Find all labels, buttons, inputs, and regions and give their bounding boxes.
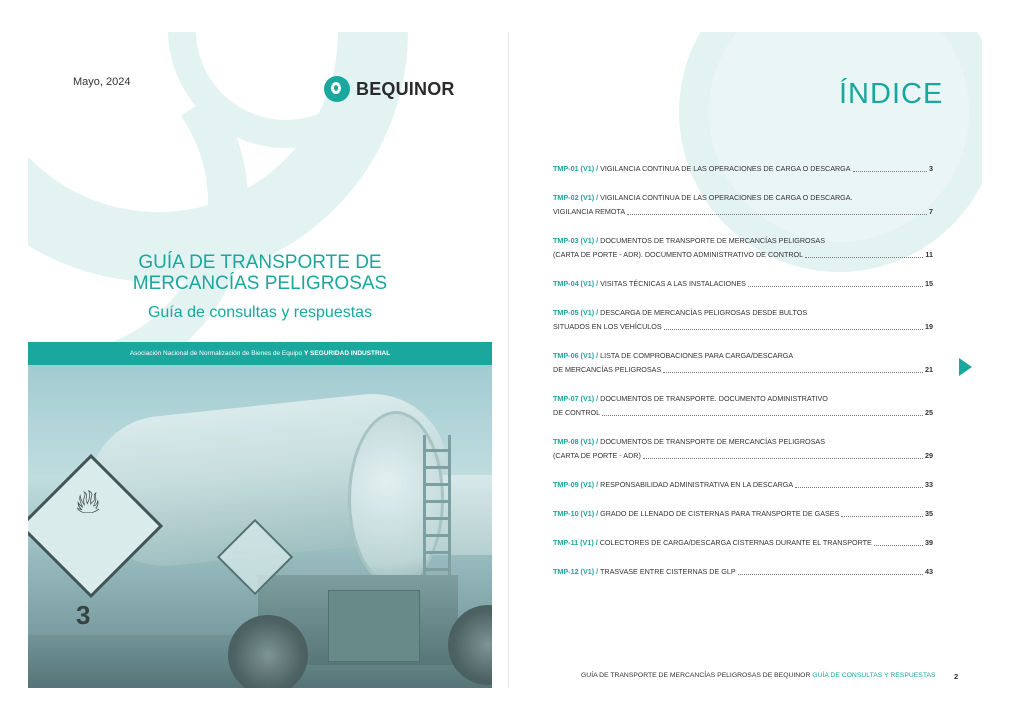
toc-entry-text: [553, 306, 807, 320]
toc-entry-line: [553, 205, 933, 219]
toc-entry-line: [553, 507, 933, 521]
toc-entry-line: [553, 435, 933, 449]
index-page: [508, 32, 982, 688]
toc-entry-code: TMP-03 (V1) /: [553, 236, 599, 245]
toc-entry-line: [553, 536, 933, 550]
toc-leader-dots: [795, 486, 923, 488]
toc-entry-title: VIGILANCIA REMOTA: [553, 207, 626, 216]
toc-entry-text: [553, 406, 600, 420]
toc-entry-code: TMP-12 (V1) /: [553, 567, 599, 576]
toc-entry-line: [553, 349, 933, 363]
toc-page-number: 43: [925, 567, 933, 576]
toc-entry-title: LISTA DE COMPROBACIONES PARA CARGA/DESCARGA: [600, 351, 794, 360]
toc-entry[interactable]: [553, 507, 933, 521]
toc-entry-code: TMP-10 (V1) /: [553, 509, 599, 518]
next-page-arrow-icon[interactable]: [959, 358, 972, 376]
hazard-class-number: 3: [76, 600, 91, 630]
footer-title: GUÍA DE TRANSPORTE DE MERCANCÍAS PELIGROSAS DE BEQUINOR: [581, 672, 811, 679]
toc-entry-text: [553, 320, 662, 334]
toc-entry-text: [553, 363, 661, 377]
toc-page-number: 25: [925, 408, 933, 417]
toc-entry-title: VIGILANCIA CONTINUA DE LAS OPERACIONES DE CARGA O DESCARGA: [600, 164, 851, 173]
toc-entry-text: [553, 449, 641, 463]
toc-entry-title: DOCUMENTOS DE TRANSPORTE DE MERCANCÍAS PELIGROSAS: [600, 437, 825, 446]
bequinor-logo: [324, 76, 455, 102]
toc-entry-code: TMP-06 (V1) /: [553, 351, 599, 360]
toc-entry[interactable]: [553, 277, 933, 291]
toc-page-number: 7: [929, 207, 933, 216]
toc-entry-title: TRASVASE ENTRE CISTERNAS DE GLP: [600, 567, 736, 576]
flame-icon: 🔥︎: [75, 483, 101, 521]
toc-entry[interactable]: [553, 536, 933, 550]
toc-entry-text: [553, 392, 828, 406]
toc-entry-text: [553, 248, 803, 262]
toc-leader-dots: [602, 414, 923, 416]
toc-entry-code: TMP-07 (V1) /: [553, 394, 599, 403]
toc-leader-dots: [805, 256, 923, 258]
toc-entry[interactable]: [553, 306, 933, 334]
toc-page-number: 21: [925, 365, 933, 374]
toc-leader-dots: [748, 285, 923, 287]
toc-entry-text: [553, 191, 853, 205]
cover-page: [28, 32, 492, 688]
tanker-photo: [28, 365, 492, 688]
toc-entry-line: [553, 320, 933, 334]
toc-entry-line: [553, 248, 933, 262]
toc-entry-code: TMP-02 (V1) /: [553, 193, 599, 202]
toc-entry-title: SITUADOS EN LOS VEHÍCULOS: [553, 322, 662, 331]
toc-entry-text: [553, 478, 793, 492]
toc-page-number: 39: [925, 538, 933, 547]
toc-entry-title: COLECTORES DE CARGA/DESCARGA CISTERNAS DURANTE EL TRANSPORTE: [599, 538, 872, 547]
band-bold-text: Y SEGURIDAD INDUSTRIAL: [303, 350, 391, 357]
toc-entry-code: TMP-11 (V1) /: [553, 538, 598, 547]
toc-entry-code: TMP-09 (V1) /: [553, 480, 599, 489]
toc-entry-title: DESCARGA DE MERCANCÍAS PELIGROSAS DESDE BULTOS: [600, 308, 808, 317]
toc-page-number: 3: [929, 164, 933, 173]
toc-entry-title: VIGILANCIA CONTINUA DE LAS OPERACIONES DE CARGA O DESCARGA.: [600, 193, 853, 202]
toc-entry-title: (CARTA DE PORTE - ADR). DOCUMENTO ADMINISTRATIVO DE CONTROL: [553, 250, 804, 259]
toc-entry[interactable]: [553, 349, 933, 377]
toc-entry-line: [553, 191, 933, 205]
toc-entry[interactable]: [553, 435, 933, 463]
toc-entry-text: [553, 234, 825, 248]
toc-entry-line: [553, 306, 933, 320]
band-text: Asociación Nacional de Normalización de Bienes de Equipo: [129, 350, 303, 357]
toc-entry-line: [553, 277, 933, 291]
toc-entry-code: TMP-05 (V1) /: [553, 308, 599, 317]
toc-leader-dots: [841, 515, 923, 517]
toc-entry-title: DOCUMENTOS DE TRANSPORTE DE MERCANCÍAS PELIGROSAS: [600, 236, 825, 245]
cover-title-line1: GUÍA DE TRANSPORTE DE: [138, 252, 382, 273]
toc-entry[interactable]: [553, 191, 933, 219]
page-number: 2: [954, 672, 959, 681]
bequinor-logo-icon: [324, 76, 350, 102]
toc-page-number: 33: [925, 480, 933, 489]
toc-page-number: 15: [925, 279, 933, 288]
toc-entry-text: [553, 277, 746, 291]
toc-entry-text: [553, 507, 839, 521]
toc-leader-dots: [738, 573, 923, 575]
photo-tint: [28, 365, 492, 688]
toc-entry-text: [553, 349, 793, 363]
table-of-contents: [553, 162, 933, 594]
cover-subtitle: Guía de consultas y respuestas: [147, 304, 373, 321]
toc-entry[interactable]: [553, 234, 933, 262]
toc-entry-text: [553, 205, 625, 219]
toc-entry-line: [553, 449, 933, 463]
toc-entry-line: [553, 234, 933, 248]
toc-entry-text: [553, 536, 872, 550]
toc-entry[interactable]: [553, 478, 933, 492]
toc-entry-code: TMP-08 (V1) /: [553, 437, 599, 446]
toc-entry-title: GRADO DE LLENADO DE CISTERNAS PARA TRANSPORTE DE GASES: [600, 509, 840, 518]
toc-entry-text: [553, 162, 851, 176]
toc-entry-line: [553, 406, 933, 420]
index-title: ÍNDICE: [839, 78, 944, 110]
toc-leader-dots: [627, 213, 927, 215]
toc-entry-title: DE CONTROL: [553, 408, 601, 417]
toc-entry-line: [553, 363, 933, 377]
toc-leader-dots: [874, 544, 923, 546]
toc-entry-code: TMP-01 (V1) /: [553, 164, 599, 173]
cover-title: [28, 252, 492, 294]
cover-date: Mayo, 2024: [73, 76, 131, 88]
toc-entry-title: DOCUMENTOS DE TRANSPORTE. DOCUMENTO ADMINISTRATIVO: [600, 394, 828, 403]
toc-entry-line: [553, 478, 933, 492]
cover-title-line2: MERCANCÍAS PELIGROSAS: [132, 273, 388, 294]
toc-entry[interactable]: [553, 565, 933, 579]
toc-entry[interactable]: [553, 392, 933, 420]
toc-entry-code: TMP-04 (V1) /: [553, 279, 599, 288]
toc-entry-text: [553, 565, 736, 579]
toc-page-number: 11: [925, 250, 933, 259]
toc-entry-line: [553, 565, 933, 579]
toc-page-number: 29: [925, 451, 933, 460]
toc-leader-dots: [853, 170, 927, 172]
toc-entry-title: RESPONSABILIDAD ADMINISTRATIVA EN LA DESCARGA: [600, 480, 794, 489]
toc-page-number: 19: [925, 322, 933, 331]
toc-leader-dots: [664, 328, 923, 330]
toc-entry-title: DE MERCANCÍAS PELIGROSAS: [553, 365, 662, 374]
association-band: [28, 342, 492, 365]
logo-text: BEQUINOR: [356, 78, 455, 99]
toc-entry[interactable]: [553, 162, 933, 176]
toc-entry-line: [553, 162, 933, 176]
toc-entry-title: VISITAS TÉCNICAS A LAS INSTALACIONES: [600, 279, 746, 288]
footer-accent: GUÍA DE CONSULTAS Y RESPUESTAS: [812, 672, 936, 679]
toc-leader-dots: [663, 371, 923, 373]
toc-entry-title: (CARTA DE PORTE - ADR): [553, 451, 641, 460]
toc-page-number: 35: [925, 509, 933, 518]
toc-entry-text: [553, 435, 825, 449]
footer-text: [581, 672, 936, 679]
toc-entry-line: [553, 392, 933, 406]
toc-leader-dots: [643, 457, 923, 459]
